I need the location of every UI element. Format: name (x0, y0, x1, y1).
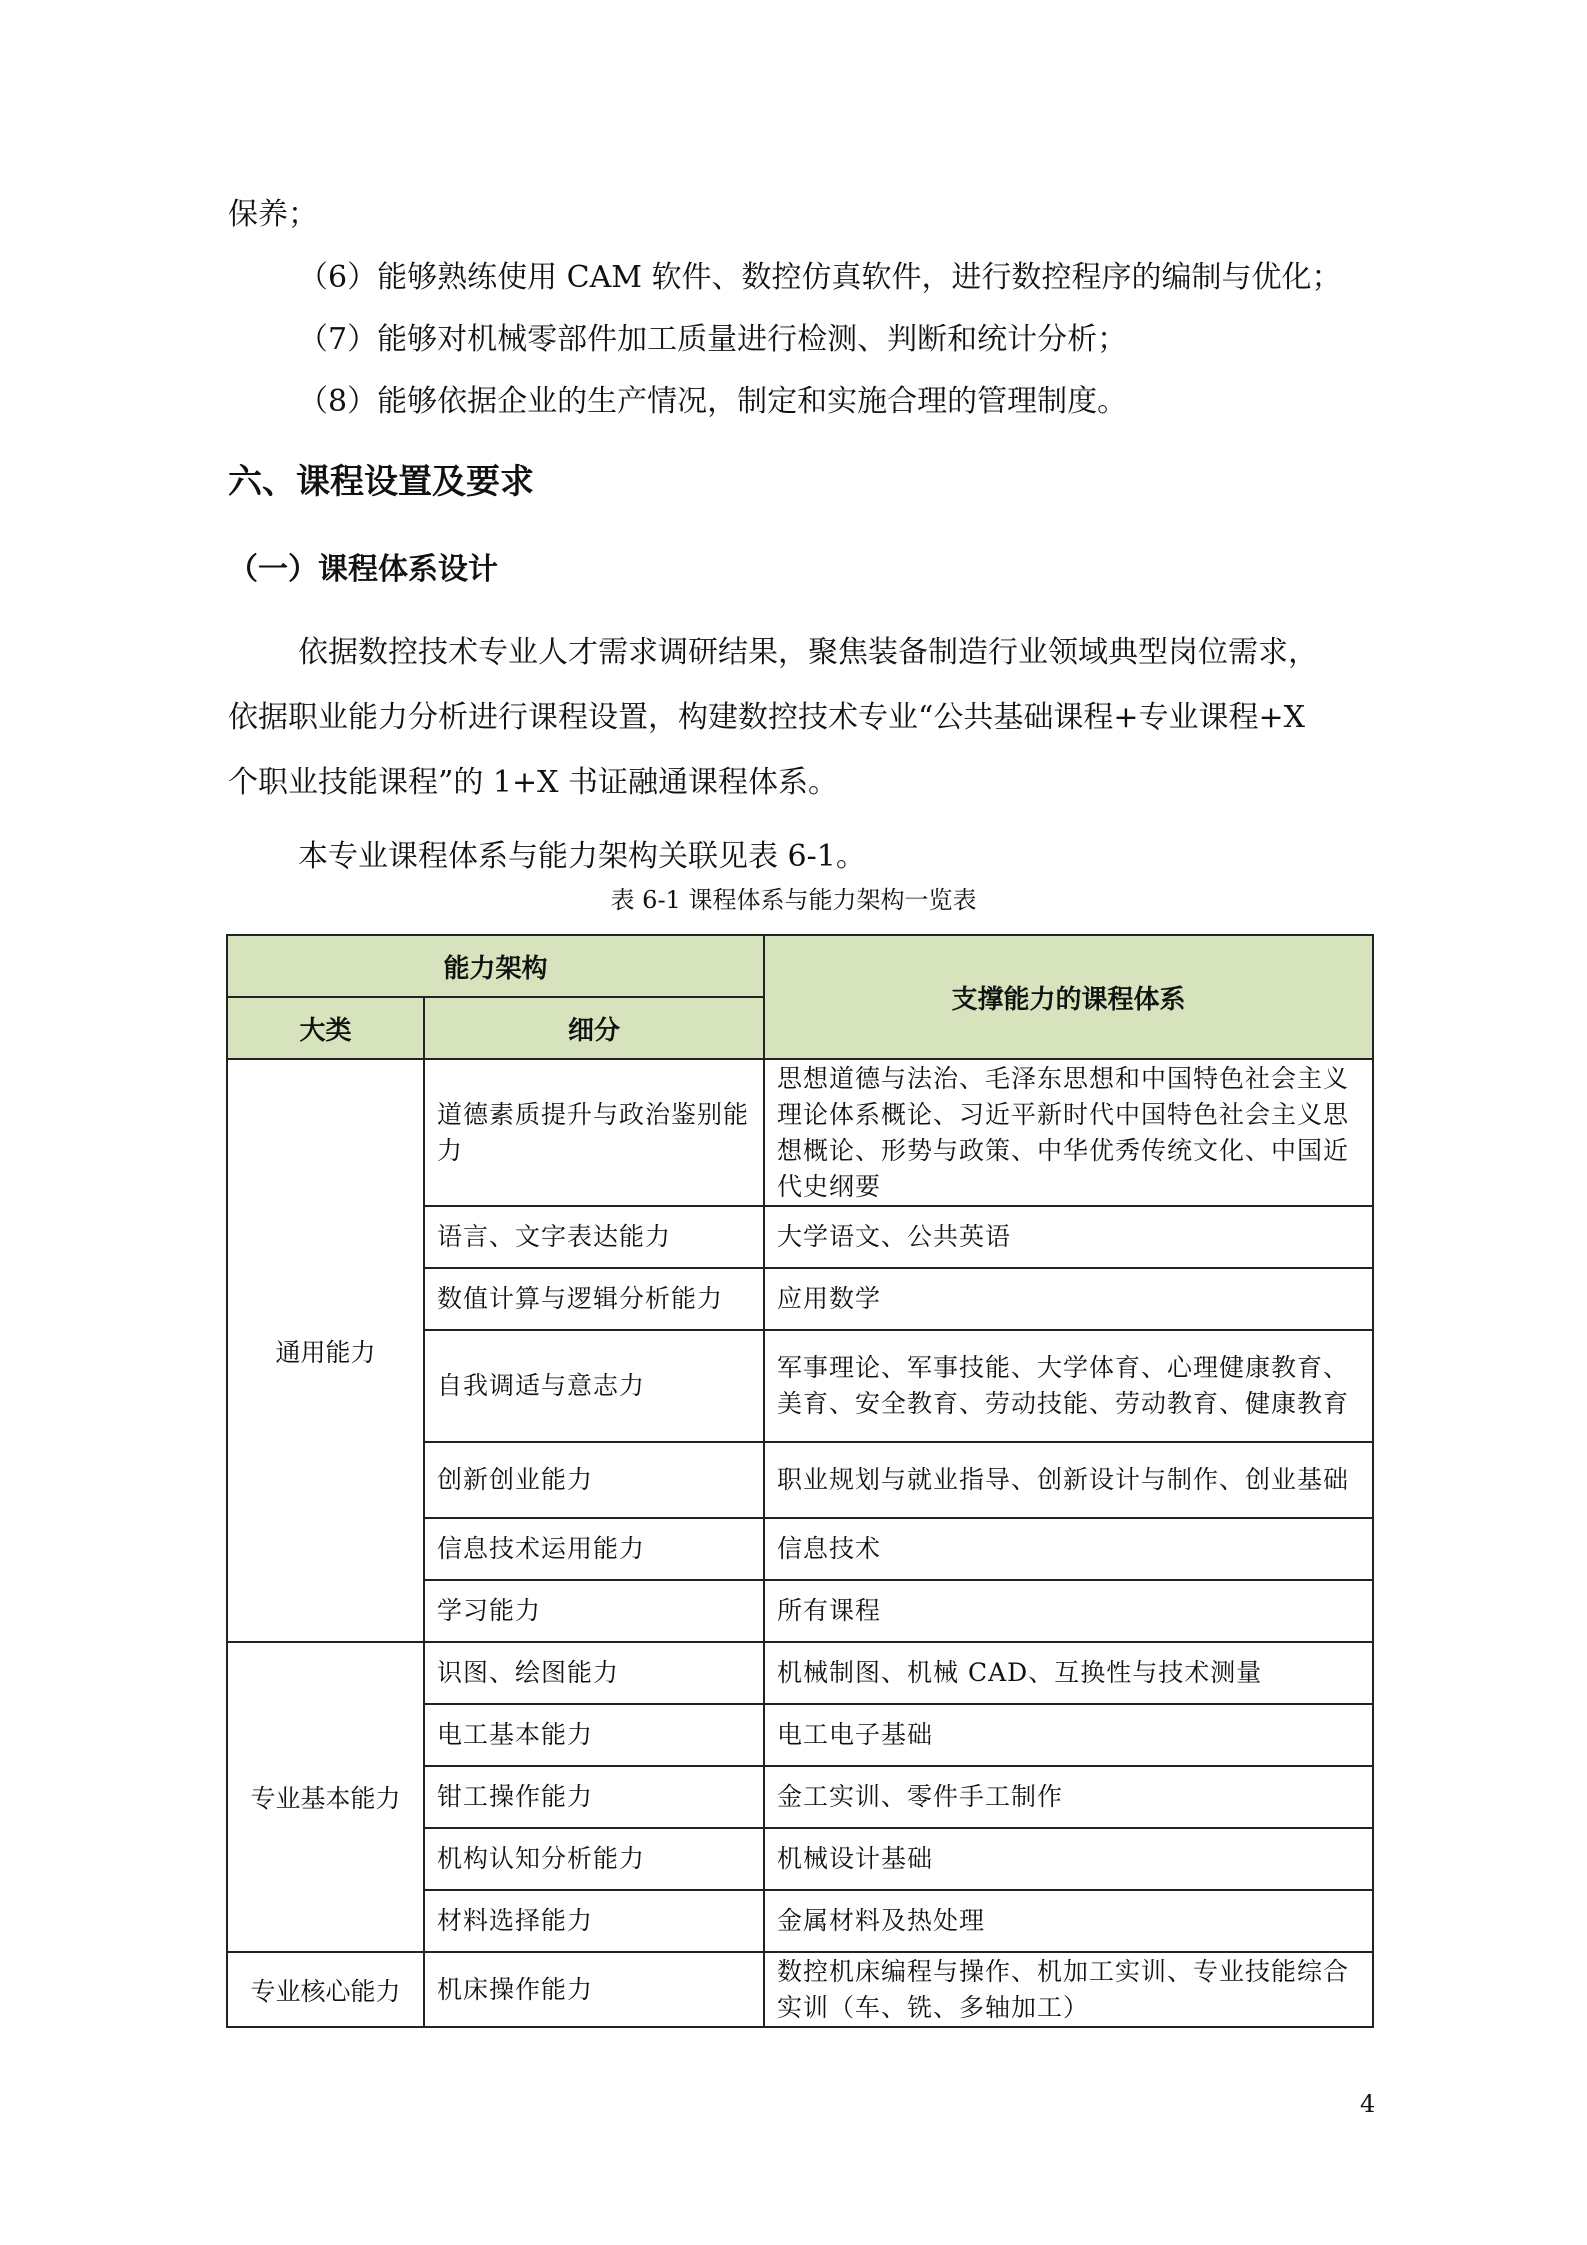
courses-cell: 金属材料及热处理 (764, 1890, 1373, 1952)
ability-item-7: （7）能够对机械零部件加工质量进行检测、判断和统计分析； (298, 322, 1128, 357)
sub-cell: 自我调适与意志力 (424, 1330, 764, 1442)
paragraph-continuation: 保养； (228, 197, 318, 232)
subsection-title: （一）课程体系设计 (228, 552, 498, 587)
sub-cell: 数值计算与逻辑分析能力 (424, 1268, 764, 1330)
header-category: 大类 (227, 997, 424, 1059)
sub-cell: 钳工操作能力 (424, 1766, 764, 1828)
body-line-2: 依据职业能力分析进行课程设置，构建数控技术专业“公共基础课程+专业课程+X (228, 700, 1305, 735)
table-row (227, 1952, 1373, 2027)
curriculum-ability-table (226, 934, 1374, 2028)
section-title: 六、课程设置及要求 (228, 462, 534, 502)
page-number: 4 (1360, 2090, 1376, 2118)
category-cell: 专业核心能力 (227, 1952, 424, 2027)
courses-cell: 数控机床编程与操作、机加工实训、专业技能综合实训（车、铣、多轴加工） (764, 1952, 1373, 2027)
header-courses: 支撑能力的课程体系 (764, 935, 1373, 1059)
ability-item-6: （6）能够熟练使用 CAM 软件、数控仿真软件，进行数控程序的编制与优化； (298, 260, 1342, 295)
courses-cell: 职业规划与就业指导、创新设计与制作、创业基础 (764, 1442, 1373, 1518)
courses-cell: 信息技术 (764, 1518, 1373, 1580)
courses-cell: 大学语文、公共英语 (764, 1206, 1373, 1268)
courses-cell: 机械制图、机械 CAD、互换性与技术测量 (764, 1642, 1373, 1704)
category-cell: 专业基本能力 (227, 1642, 424, 1952)
table-row (227, 1642, 1373, 1704)
sub-cell: 识图、绘图能力 (424, 1642, 764, 1704)
sub-cell: 机床操作能力 (424, 1952, 764, 2027)
sub-cell: 材料选择能力 (424, 1890, 764, 1952)
header-sub: 细分 (424, 997, 764, 1059)
sub-cell: 机构认知分析能力 (424, 1828, 764, 1890)
sub-cell: 道德素质提升与政治鉴别能力 (424, 1059, 764, 1206)
courses-cell: 军事理论、军事技能、大学体育、心理健康教育、美育、安全教育、劳动技能、劳动教育、健康教育 (764, 1330, 1373, 1442)
sub-cell: 语言、文字表达能力 (424, 1206, 764, 1268)
sub-cell: 电工基本能力 (424, 1704, 764, 1766)
body-line-4: 本专业课程体系与能力架构关联见表 6-1。 (298, 839, 866, 874)
courses-cell: 电工电子基础 (764, 1704, 1373, 1766)
table-caption: 表 6-1 课程体系与能力架构一览表 (610, 886, 977, 914)
sub-cell: 学习能力 (424, 1580, 764, 1642)
body-line-1: 依据数控技术专业人才需求调研结果，聚焦装备制造行业领域典型岗位需求， (298, 635, 1318, 670)
sub-cell: 信息技术运用能力 (424, 1518, 764, 1580)
courses-cell: 应用数学 (764, 1268, 1373, 1330)
courses-cell: 思想道德与法治、毛泽东思想和中国特色社会主义理论体系概论、习近平新时代中国特色社会主义思想概论、形势与政策、中华优秀传统文化、中国近代史纲要 (764, 1059, 1373, 1206)
body-line-3: 个职业技能课程”的 1+X 书证融通课程体系。 (228, 765, 838, 800)
courses-cell: 所有课程 (764, 1580, 1373, 1642)
table-row (227, 1059, 1373, 1206)
ability-item-8: （8）能够依据企业的生产情况，制定和实施合理的管理制度。 (298, 384, 1128, 419)
header-ability-structure: 能力架构 (227, 935, 764, 997)
category-cell: 通用能力 (227, 1059, 424, 1642)
courses-cell: 机械设计基础 (764, 1828, 1373, 1890)
courses-cell: 金工实训、零件手工制作 (764, 1766, 1373, 1828)
sub-cell: 创新创业能力 (424, 1442, 764, 1518)
